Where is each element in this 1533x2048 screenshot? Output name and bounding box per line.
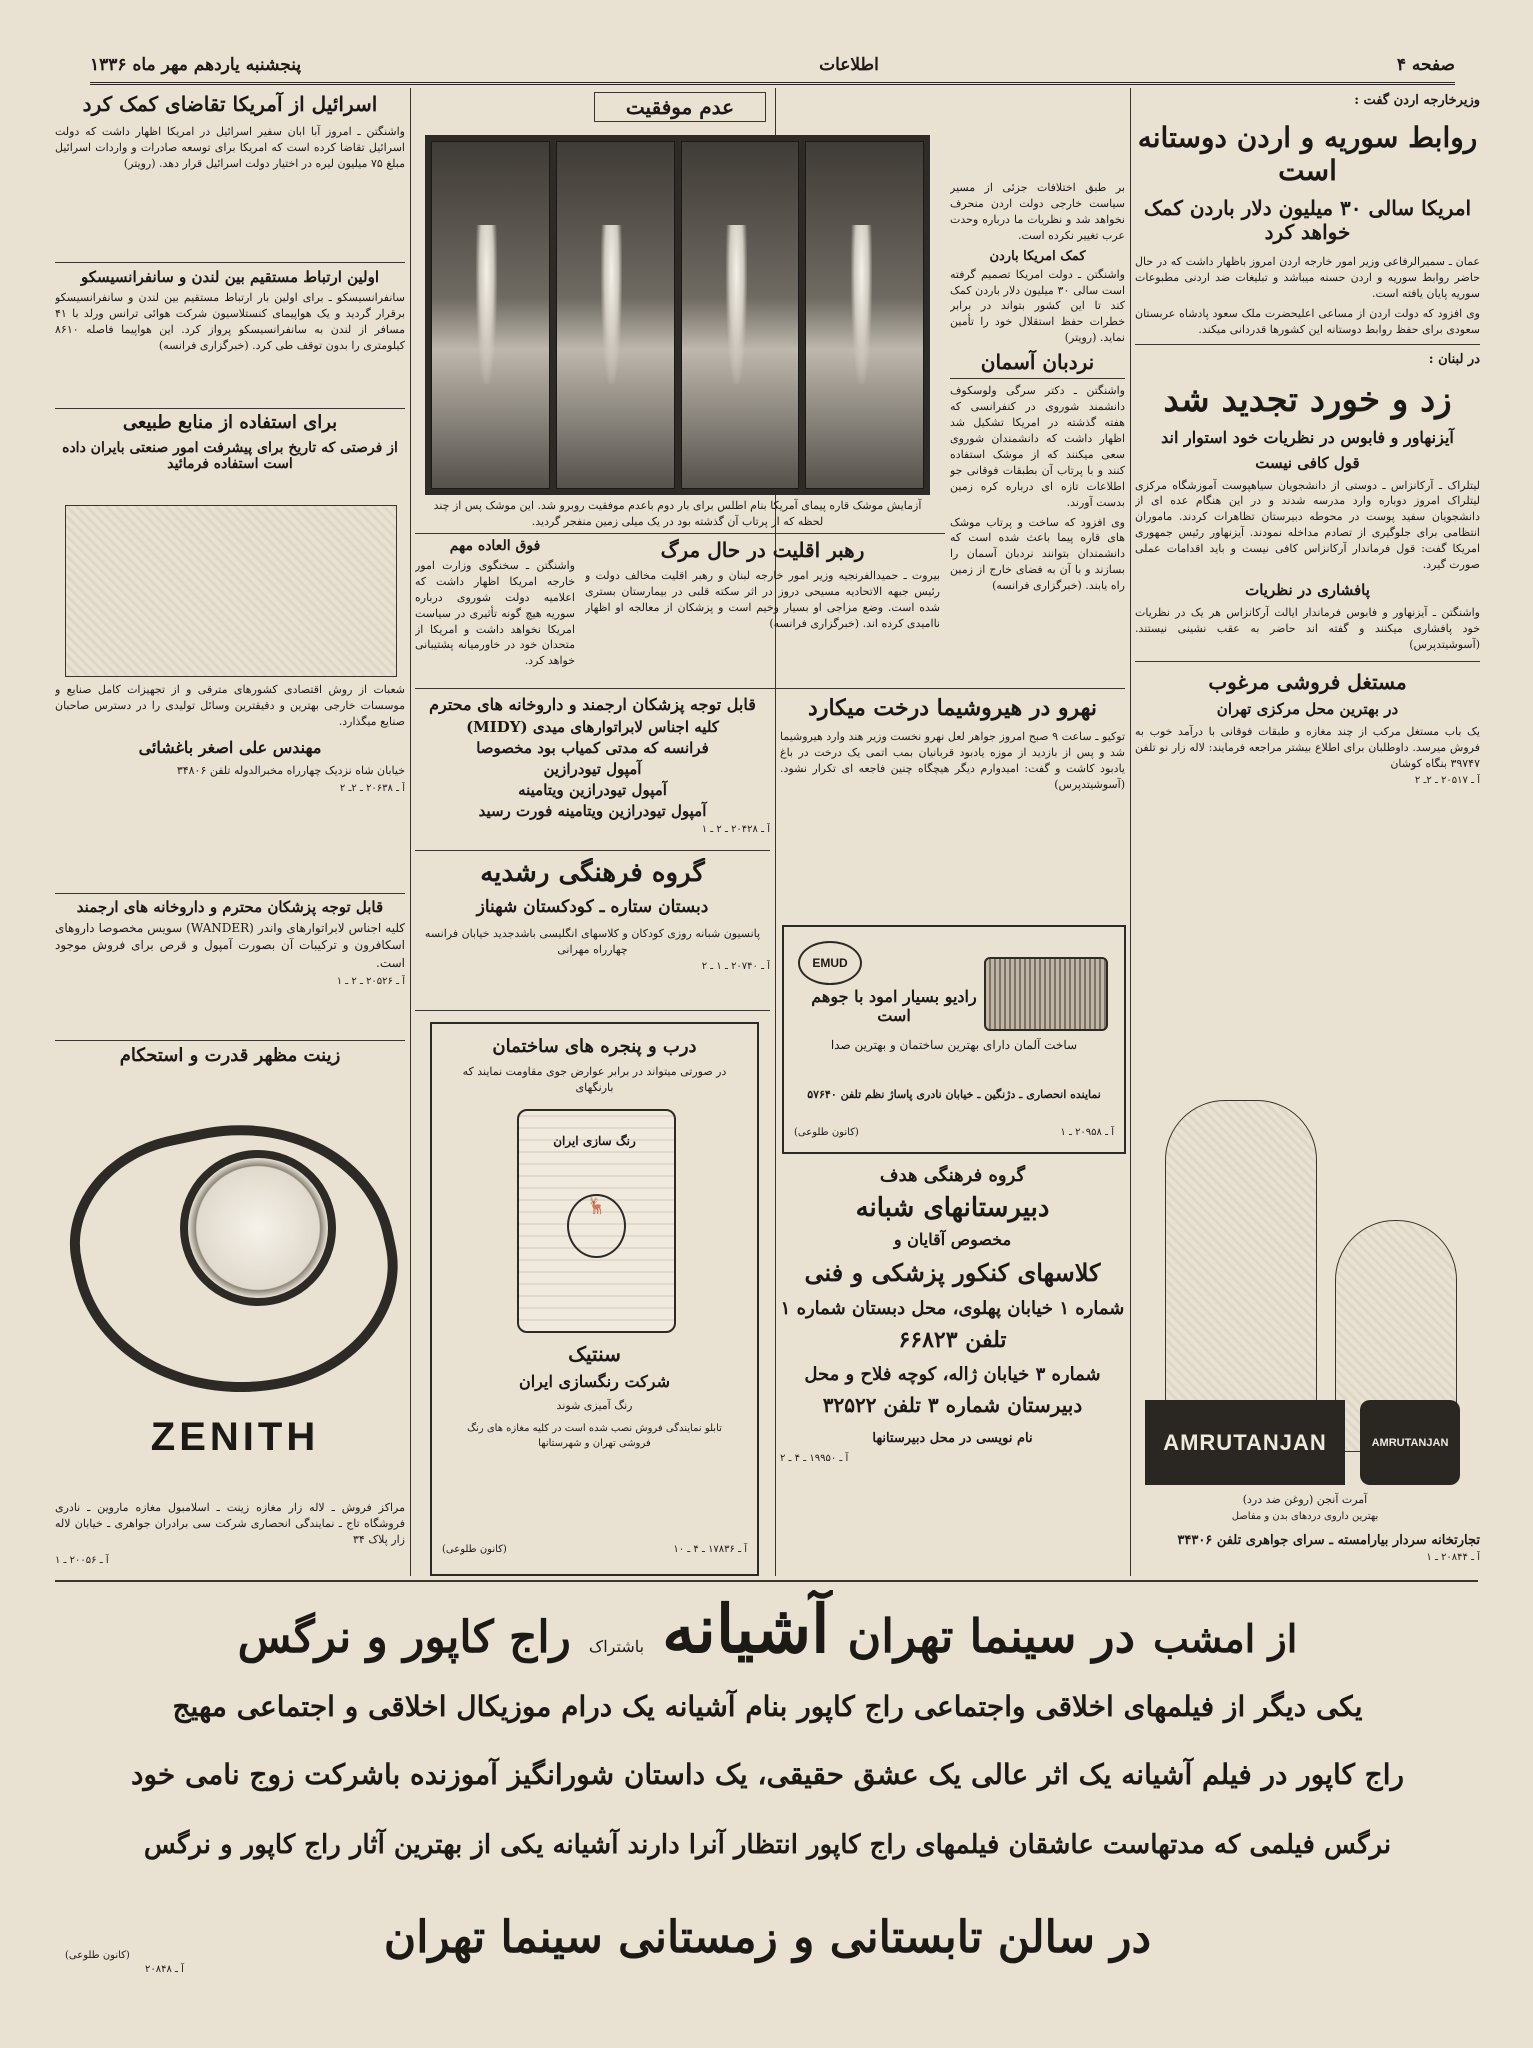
article-body: توکیو ـ ساعت ۹ صبح امروز جواهر لعل نهرو نخست وزیر هند وارد هیروشیما شد و پس از بازدید از موزه یادبود قربانیان بمب اتمی یک درخت در باغ یادبود کاشت و گفت: امیدوارم دیگر هیچگاه چنین فاجعه ای تکرار نشود. (آسوشیتدپرس) [780, 730, 1125, 792]
ad-code: آ ـ ۲۰۴۲۸ ـ ۲ ـ ۱ [701, 824, 770, 836]
ad-code: آ ـ ۲۰۵۱۷ ـ ۲ـ ۲ [1414, 774, 1480, 786]
photo-frame [431, 141, 550, 489]
ad-line: آمپول تیودرازین ویتامینه [518, 781, 667, 800]
article-body: عمان ـ سمیرالرفاعی وزیر امور خارجه اردن امروز باظهار داشت که در حال حاضر روابط سوریه و اردن حسنه میباشد و تبلیغات ضد اردنی مطبوعات سوریه پایان یافته است. [1135, 255, 1480, 300]
ad-line: کلاسهای کنکور پزشکی و فنی [804, 1257, 1101, 1287]
cinema-ashianeh-ad [55, 1590, 1480, 2020]
ad-title: قابل توجه پزشکان ارجمند و داروخانه های محترم [429, 695, 756, 714]
missile-launch-photo [425, 135, 930, 495]
ad-title: قابل توجه پزشکان محترم و داروخانه های ارجمند [76, 898, 384, 916]
amrutanjan-note: بهترین داروی دردهای بدن و مفاصل [1231, 1511, 1379, 1522]
subheadline: آیزنهاور و فابوس در نظریات خود استوار اند [1161, 428, 1454, 448]
page-header [90, 48, 1455, 85]
divider [55, 408, 405, 409]
ad-code: آ ـ ۱۹۹۵۰ ـ ۴ ـ ۲ [780, 1452, 849, 1464]
paint-can-label: رنگ سازی ایران [553, 1134, 636, 1148]
ad-line: تلفن ۶۶۸۲۳ [898, 1327, 1007, 1354]
article-body: بر طبق اختلافات جزئی از مسیر سیاست خارجی دولت اردن منحرف نخواهد شد و نظریات ما درباره وحدت عرب تغییر نکرده است. [950, 181, 1125, 242]
section-rule [55, 1580, 1478, 1582]
page-number: صفحه ۴ [1396, 55, 1455, 75]
ad-line: کلیه اجناس لابراتوارهای میدی (MIDY) [466, 718, 719, 737]
ad-footer: نام نویسی در محل دبیرستانها [872, 1431, 1033, 1447]
cinema-stars: راج کاپور و نرگس [237, 1612, 571, 1663]
ad-group: گروه فرهنگی هدف [879, 1165, 1026, 1186]
subheadline: پافشاری در نظریات [1245, 581, 1370, 600]
wander-pharma-ad [55, 898, 405, 1038]
ad-code: آ ـ ۲۰۹۵۸ ـ ۱ [1060, 1127, 1114, 1138]
ad-body: یک باب مستغل مرکب از چند مغازه و طبقات فوقانی با درآمد خوب به فروش میرسد. داوطلبان برای اطلاع بیشتر مراجعه فرمایند: لاله زار نو تلفن ۳۹۷۴۷ بنگاه کوشان [1135, 724, 1480, 770]
ad-title: برای استفاده از منابع طبیعی [122, 412, 338, 433]
man-with-crutch-illustration [1165, 1100, 1317, 1402]
divider [415, 533, 945, 534]
divider [415, 688, 1125, 689]
aid-story [950, 180, 1125, 350]
deer-icon: 🦌 [567, 1194, 626, 1258]
ad-code: آ ـ ۲۰۸۴۴ ـ ۱ [1426, 1552, 1480, 1563]
hadaf-school-ad [780, 1165, 1125, 1575]
paper-name: اطلاعات [819, 55, 879, 75]
emud-radio-ad [782, 925, 1126, 1154]
ad-line: شماره ۳ خیابان ژاله، کوچه فلاح و محل [804, 1363, 1101, 1385]
emud-logo: EMUD [798, 941, 862, 985]
cinema-line-1 [55, 1590, 1480, 1668]
ad-code: آ ـ ۲۰۸۴۸ [145, 1964, 184, 1975]
headline: نردبان آسمان [950, 350, 1125, 379]
ad-address: مراکز فروش ـ لاله زار مغازه زینت ـ اسلامبول مغازه ماروین ـ نادری فروشگاه تاج ـ نمایندگی انحصاری شرکت سی برادران جواهری ـ خیابان لاله زار پلاک ۳۴ [55, 1501, 405, 1546]
ad-signature: مهندس علی اصغر باغشائی [138, 737, 322, 757]
paint-brand: سنتیک [568, 1342, 621, 1366]
paint-note: رنگ آمیزی شوند [556, 1399, 633, 1412]
ad-code: آ ـ ۲۰۵۲۶ ـ ۲ ـ ۱ [336, 976, 405, 988]
ad-line: آمپول تیودرازین ویتامینه فورت رسید [478, 802, 707, 821]
column-rule [1130, 88, 1131, 1576]
ad-line: آمپول تیودرازین [543, 760, 642, 779]
article-body: وی افزود که دولت اردن از مساعی اعلیحضرت ملک سعود پادشاه عربستان سعودی برای حفظ روابط دوستانه این کشورها قدردانی میکند. [1135, 306, 1480, 336]
divider [415, 850, 770, 851]
ad-code: آ ـ ۲۰۷۴۰ ـ ۱ ـ ۲ [701, 961, 770, 973]
photo-title: عدم موفقیت [594, 92, 766, 122]
ad-title: مستغل فروشی مرغوب [1208, 669, 1407, 694]
article-body: لیتلراک ـ آرکانزاس ـ دوستی از دانشجویان سیاهپوست آموزشگاه مرکزی لیتلراک امروز دوباره وارد مدرسه شدند و در این هنگام عده ای از دانشجویان سفید پوست در محوطه دبیرستان تظاهرات کردند. ماموران انتظامی برای جلوگیری از تصادم مداخله نمودند. آیزنهاور رئیس جمهوری امریکا گفت: قول فرماندار آرکانزاس کافی نیست و باید اقدامات عملی صورت گیرد. [1135, 478, 1480, 572]
divider [1135, 661, 1480, 662]
ad-subtitle: در بهترین محل مرکزی تهران [1216, 699, 1399, 718]
article-body: واشنگتن ـ آیزنهاور و فابوس فرماندار ایالت آرکانزاس هر یک در نظریات خود پافشاری میکنند و گفته اند حاضر به عقب نشینی نیستند. (آسوشیتدپرس) [1135, 606, 1480, 652]
watch-face-illustration [180, 1150, 336, 1306]
photo-frame [556, 141, 675, 489]
photo-frame [681, 141, 800, 489]
ad-subtitle: در صورتی میتواند در برابر عوارض جوی مقاومت نمایند که بارنگهای [462, 1065, 727, 1094]
cinema-text: باشتراک [588, 1637, 645, 1656]
article-body: بیروت ـ حمیدالفرنجیه وزیر امور خارجه لبنان و رهبر اقلیت مخالف دولت و رئیس جبهه الاتحادیه مسیحی دروز در اثر سکته قلبی در بیمارستان بستری شده است. وضع مزاجی او بسیار وخیم است و پزشکان از معالجه او اظهار ناامیدی کرده اند. (خبرگزاری فرانسه) [585, 569, 940, 630]
amrutanjan-jar: AMRUTANJAN [1360, 1400, 1460, 1485]
ad-body: کلیه اجناس لابراتوارهای واندر (WANDER) سویس مخصوصا داروهای اسکافرون و ترکیبات آن بصورت آمپول و قرص برای فروش موجود است. [55, 921, 405, 970]
cinema-line-3: راج کاپور در فیلم آشیانه یک اثر عالی یک عشق حقیقی، یک داستان شورانگیز آموزنده باشرکت زوج نامی خود [130, 1758, 1405, 1791]
zenith-watch-ad [55, 1045, 405, 1575]
cinema-line-5: در سالن تابستانی و زمستانی سینما تهران [383, 1912, 1152, 1963]
article-body: واشنگتن ـ دکتر سرگی ولوسکوف دانشمند شوروی در کنفرانسی که هفته گذشته در امریکا تشکیل شد اظهار داشت که دانشمندان شوروی سعی میکنند که از موشک استفاده کنند و با پرتاب آن بطبقات فوقانی جو اطلاعات تازه ای درباره کره زمین بدست آورند. [950, 384, 1125, 509]
headline: فوق العاده مهم [449, 538, 541, 554]
headline: زد و خورد تجدید شد [1163, 379, 1452, 420]
ad-title: دبیرستانهای شبانه [855, 1192, 1050, 1223]
ad-subtitle: دبستان ستاره ـ کودکستان شهناز [476, 897, 709, 918]
photo-caption: آزمایش موشک قاره پیمای آمریکا بنام اطلس برای بار دوم باعدم موفقیت روبرو شد. این موشک پس از چند لحظه که از پرتاب آن گذشته بود در یک میلی زمین منفجر گردید. [433, 499, 922, 528]
photo-frame [805, 141, 924, 489]
amrutanjan-address: تجارتخانه سردار بیارامسته ـ سرای جواهری تلفن ۳۴۳۰۶ [1177, 1533, 1480, 1548]
zenith-logo: ZENITH [150, 1415, 320, 1459]
midy-pharma-ad [415, 695, 770, 845]
article-body: وی افزود که ساخت و پرتاب موشک های قاره پیما باعث شده است که دانشمندان بتوانند نردبان آسمان را بسازند و با آن به فضای خارج از زمین راه یابند. (خبرگزاری فرانسه) [950, 515, 1125, 593]
ad-code: آ ـ ۲۰۰۵۶ ـ ۱ [55, 1555, 109, 1566]
nehru-story [780, 695, 1125, 910]
ad-title: درب و پنجره های ساختمان [492, 1036, 697, 1057]
headline: روابط سوریه و اردن دوستانه است [1137, 120, 1478, 188]
emud-agent: نماینده انحصاری ـ دژنگین ـ خیابان نادری پاساژ نظم تلفن ۵۷۶۴۰ [807, 1088, 1101, 1101]
leader-story [585, 538, 940, 688]
headline: اولین ارتباط مستقیم بین لندن و سانفرانسیسکو [80, 268, 380, 286]
cinema-text: در سینما تهران [847, 1609, 1136, 1663]
ad-line: شماره ۱ خیابان پهلوی، محل دبستان شماره ۱ [780, 1297, 1125, 1319]
paint-footer: تابلو نمایندگی فروش نصب شده است در کلیه مغازه های رنگ فروشی تهران و شهرستانها [467, 1423, 722, 1449]
article-body: سانفرانسیسکو ـ برای اولین بار ارتباط مستقیم بین لندن و سانفرانسیسکو برقرار گردید و یک هواپیمای کنستلاسیون شرکت هوائی ترانس ورلد با ۴۱ مسافر از لندن به سانفرانسیسکو پرواز کرد. این هواپیما فاصله ۸۶۱۰ کیلومتری را بدون توقف طی کرد. (خبرگزاری فرانسه) [55, 291, 405, 352]
israel-story [55, 92, 405, 262]
radio-illustration [984, 957, 1108, 1031]
ad-subtitle: از فرصتی که تاریخ برای پیشرفت امور صنعتی بایران داده است استفاده فرمائید [62, 439, 398, 473]
article-body: واشنگتن ـ امروز آبا ابان سفیر اسرائیل در امریکا اظهار داشت که دولت اسرائیل تقاضا کرده است که امریکا برای توسعه صادرات و واردات اسرائیل مبلغ ۷۵ میلیون لیره در اختیار دولت اسرائیل قرار دهد. (رویتر) [55, 125, 405, 170]
urgent-story [415, 538, 575, 688]
ad-subtitle: مخصوص آقایان و [893, 1229, 1012, 1249]
cinema-text: از امشب [1153, 1616, 1298, 1661]
ad-title: گروه فرهنگی رشدیه [480, 858, 705, 888]
agency-credit: (کانون طلوعی) [794, 1127, 859, 1138]
divider [55, 893, 405, 894]
agency-credit: (کانون طلوعی) [442, 1544, 507, 1555]
ad-line: فرانسه که مدتی کمیاب بود مخصوصا [476, 739, 709, 758]
cinema-line-4: نرگس فیلمی که مدتهاست عاشقان فیلمهای راج کاپور انتظار آنرا دارند آشیانه یکی از بهترین آثار راج کاپور و نرگس [143, 1830, 1392, 1860]
flight-story [55, 268, 405, 408]
subheadline: امریکا سالی ۳۰ میلیون دلار باردن کمک خواهد کرد [1143, 196, 1472, 245]
emud-subtitle: ساخت آلمان دارای بهترین ساختمان و بهترین صدا [830, 1038, 1078, 1052]
paint-company: شرکت رنگسازی ایران [518, 1372, 671, 1391]
kicker: در لبنان : [1428, 351, 1480, 367]
industry-ad-body [55, 682, 405, 892]
paint-ad [430, 1022, 759, 1576]
cinema-line-2: یکی دیگر از فیلمهای اخلاقی واجتماعی راج کاپور بنام آشیانه یک درام موزیکال اخلاقی و اجتماعی مهیج [172, 1690, 1363, 1723]
article-body: واشنگتن ـ دولت امریکا تصمیم گرفته است سالی ۳۰ میلیون دلار باردن کمک کند تا این کشور بتواند در برابر خطرات حفظ استقلال خود را تأمین نماید. (رویتر) [950, 267, 1125, 345]
ad-body: پانسیون شبانه روزی کودکان و کلاسهای انگلیسی باشدجدید خیابان فرانسه چهارراه مهرانی [424, 926, 761, 956]
sky-ladder-story [950, 350, 1125, 690]
kicker: وزیرخارجه اردن گفت : [1354, 93, 1480, 108]
divider [55, 262, 405, 263]
film-title: آشیانه [662, 1590, 830, 1668]
headline: نهرو در هیروشیما درخت میکارد [808, 695, 1097, 721]
ad-line: دبیرستان شماره ۳ تلفن ۳۲۵۲۲ [822, 1393, 1083, 1418]
subheadline: کمک امریکا باردن [989, 248, 1086, 264]
ad-body: شعبات از روش اقتصادی کشورهای مترقی و از تجهیزات کامل صنایع و موسسات خارجی بهترین و دقیقترین وسائل تولیدی را در دسترس صاحبان صنایع میگذارد. [55, 683, 405, 728]
headline: اسرائیل از آمریکا تقاضای کمک کرد [82, 92, 378, 116]
ad-code: آ ـ ۱۷۸۳۶ ـ ۴ ـ ۱۰ [673, 1544, 747, 1555]
article-body: واشنگتن ـ سخنگوی وزارت امور خارجه امریکا اظهار داشت که اعلامیه دولت شوروی درباره سوریه هیچ گونه تأثیری در سیاست امریکا نخواهد داشت و امریکا از متحدان خود در خاورمیانه پشتیبانی خواهد کرد. [415, 558, 575, 668]
headline: رهبر اقلیت در حال مرگ [660, 538, 865, 562]
subheadline: قول کافی نیست [1255, 453, 1360, 472]
ad-title: زینت مظهر قدرت و استحکام [119, 1045, 341, 1066]
emud-slogan: رادیو بسیار امود با جوهم است [811, 987, 977, 1026]
roshdieh-school-ad [415, 858, 770, 1008]
agency-credit: (کانون طلوعی) [65, 1950, 130, 1961]
divider [1135, 344, 1480, 345]
divider [415, 1010, 770, 1011]
issue-date: پنجشنبه یاردهم مهر ماه ۱۳۳۶ [90, 55, 302, 75]
ad-address: خیابان شاه نزدیک چهارراه مخبرالدوله تلفن ۳۴۸۰۶ [176, 764, 405, 777]
amrutanjan-brand: AMRUTANJAN [1145, 1400, 1345, 1485]
factory-ship-illustration [65, 505, 397, 677]
amrutanjan-tagline: آمرت آنجن (روغن ضد درد) [1242, 1493, 1368, 1506]
amrutanjan-ad [1135, 1100, 1480, 1570]
divider [55, 1040, 405, 1041]
column-rule [410, 88, 411, 1576]
ad-code: آ ـ ۲۰۶۳۸ ـ ۲ـ ۲ [339, 782, 405, 794]
